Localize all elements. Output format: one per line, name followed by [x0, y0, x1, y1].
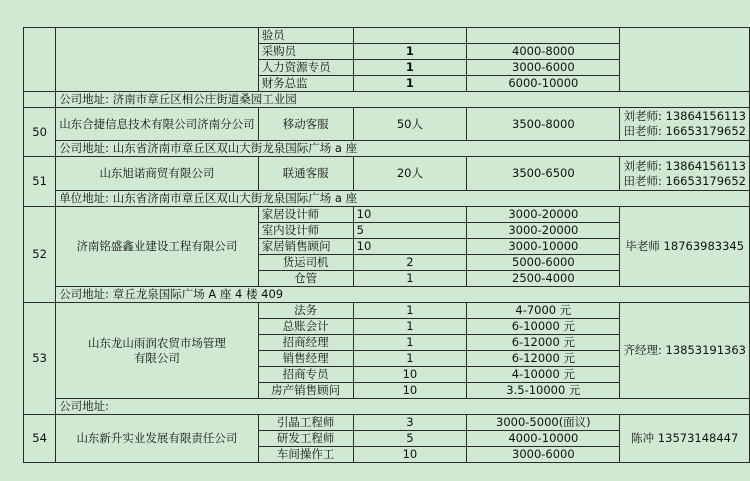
count-cell: [353, 60, 467, 76]
position-cell: 法务: [258, 303, 353, 319]
salary-cell: 3500-8000: [467, 108, 620, 141]
contact-cell: 陈冲 13573148447: [620, 415, 750, 463]
count-cell: 10: [353, 239, 467, 255]
company-cell: [56, 28, 259, 92]
entry-number: 52: [24, 207, 56, 303]
contact-line: 田老师: 16653179652: [623, 124, 746, 138]
job-table: [23, 27, 750, 463]
table-row: [24, 108, 750, 141]
company-address: 公司地址:: [56, 399, 750, 415]
salary-cell: 3500-6500: [467, 157, 620, 191]
address-row: [24, 141, 750, 157]
position-cell: 招商经理: [258, 335, 353, 351]
position-cell: 联通客服: [258, 157, 353, 191]
table-row: [24, 415, 750, 431]
salary-cell: 3000-6000: [467, 447, 620, 463]
entry-number: 53: [24, 303, 56, 415]
company-address: 公司地址: 山东省济南市章丘区双山大街龙泉国际广场 a 座: [56, 141, 750, 157]
address-row: [24, 191, 750, 207]
salary-cell: 4-7000 元: [467, 303, 620, 319]
address-row: [24, 287, 750, 303]
company-name: 山东新升实业发展有限责任公司: [56, 415, 259, 463]
entry-number: 54: [24, 415, 56, 463]
count-cell: 5: [353, 431, 467, 447]
no-cell: [24, 28, 56, 92]
salary-cell: 6000-10000: [467, 76, 620, 92]
position-cell: 验员: [258, 28, 353, 44]
count-cell: 1: [353, 319, 467, 335]
entry-number: 50: [24, 108, 56, 157]
salary-cell: 2500-4000: [467, 271, 620, 287]
company-address: 单位地址: 山东省济南市章丘区双山大街龙泉国际广场 a 座: [56, 191, 750, 207]
position-cell: 室内设计师: [258, 223, 353, 239]
position-cell: 采购员: [258, 44, 353, 60]
contact-line: 田老师: 16653179652: [623, 173, 746, 188]
table-row: [24, 303, 750, 319]
contact-line: 刘老师: 13864156113: [623, 109, 746, 123]
position-cell: 移动客服: [258, 108, 353, 141]
salary-cell: 3000-5000(面议): [467, 415, 620, 431]
salary-cell: 6-10000 元: [467, 319, 620, 335]
table-row: [24, 157, 750, 191]
position-cell: 仓管: [258, 271, 353, 287]
company-name-line: 山东龙山雨润农贸市场管理: [87, 335, 226, 350]
count-cell: 20人: [353, 157, 467, 191]
salary-cell: 3.5-10000 元: [467, 383, 620, 399]
count-value: 1: [405, 60, 414, 74]
position-cell: 家居销售顾问: [258, 239, 353, 255]
salary-cell: 3000-20000: [467, 223, 620, 239]
position-cell: 家居设计师: [258, 207, 353, 223]
entry-number: 51: [24, 157, 56, 207]
count-cell: 10: [353, 447, 467, 463]
position-cell: 销售经理: [258, 351, 353, 367]
address-row: [24, 399, 750, 415]
position-cell: 货运司机: [258, 255, 353, 271]
count-cell: [353, 44, 467, 60]
company-name: 济南铭盛鑫业建设工程有限公司: [56, 207, 259, 287]
table-row: [24, 207, 750, 223]
salary-cell: 4000-10000: [467, 431, 620, 447]
count-cell: 1: [353, 303, 467, 319]
count-cell: 1: [353, 271, 467, 287]
company-name: 山东合捷信息技术有限公司济南分公司: [56, 108, 259, 141]
position-cell: 车间操作工: [258, 447, 353, 463]
salary-cell: 5000-6000: [467, 255, 620, 271]
salary-cell: 3000-20000: [467, 207, 620, 223]
salary-cell: 3000-6000: [467, 60, 620, 76]
count-cell: 10: [353, 207, 467, 223]
contact-cell: [620, 157, 750, 191]
company-name: 山东旭诺商贸有限公司: [56, 157, 259, 191]
count-cell: 1: [353, 351, 467, 367]
count-cell: 10: [353, 383, 467, 399]
company-name: [56, 303, 259, 399]
count-cell: [353, 28, 467, 44]
count-value: 1: [405, 76, 414, 90]
count-cell: 2: [353, 255, 467, 271]
count-cell: 50人: [353, 108, 467, 141]
position-cell: 招商专员: [258, 367, 353, 383]
salary-cell: 6-12000 元: [467, 351, 620, 367]
company-address: 公司地址: 章丘龙泉国际广场 A 座 4 楼 409: [56, 287, 750, 303]
table-row: [24, 28, 750, 44]
contact-cell: [620, 28, 750, 92]
count-cell: [353, 76, 467, 92]
count-cell: 1: [353, 335, 467, 351]
count-cell: 5: [353, 223, 467, 239]
company-name-line: 有限公司: [133, 350, 180, 365]
position-cell: 引晶工程师: [258, 415, 353, 431]
position-cell: 总账会计: [258, 319, 353, 335]
count-cell: 3: [353, 415, 467, 431]
contact-line: 刘老师: 13864156113: [623, 158, 746, 173]
salary-cell: 3000-10000: [467, 239, 620, 255]
company-address: 公司地址: 济南市章丘区相公庄街道桑园工业园: [56, 92, 750, 108]
salary-cell: 4000-8000: [467, 44, 620, 60]
contact-cell: 齐经理: 13853191363: [620, 303, 750, 399]
position-cell: 人力资源专员: [258, 60, 353, 76]
contact-cell: [620, 108, 750, 141]
contact-cell: 毕老师 18763983345: [620, 207, 750, 287]
position-cell: 财务总监: [258, 76, 353, 92]
address-row: [24, 92, 750, 108]
count-value: 1: [405, 44, 414, 58]
count-cell: 10: [353, 367, 467, 383]
no-cell: [24, 92, 56, 108]
salary-cell: [467, 28, 620, 44]
position-cell: 房产销售顾问: [258, 383, 353, 399]
position-cell: 研发工程师: [258, 431, 353, 447]
salary-cell: 6-12000 元: [467, 335, 620, 351]
salary-cell: 4-10000 元: [467, 367, 620, 383]
